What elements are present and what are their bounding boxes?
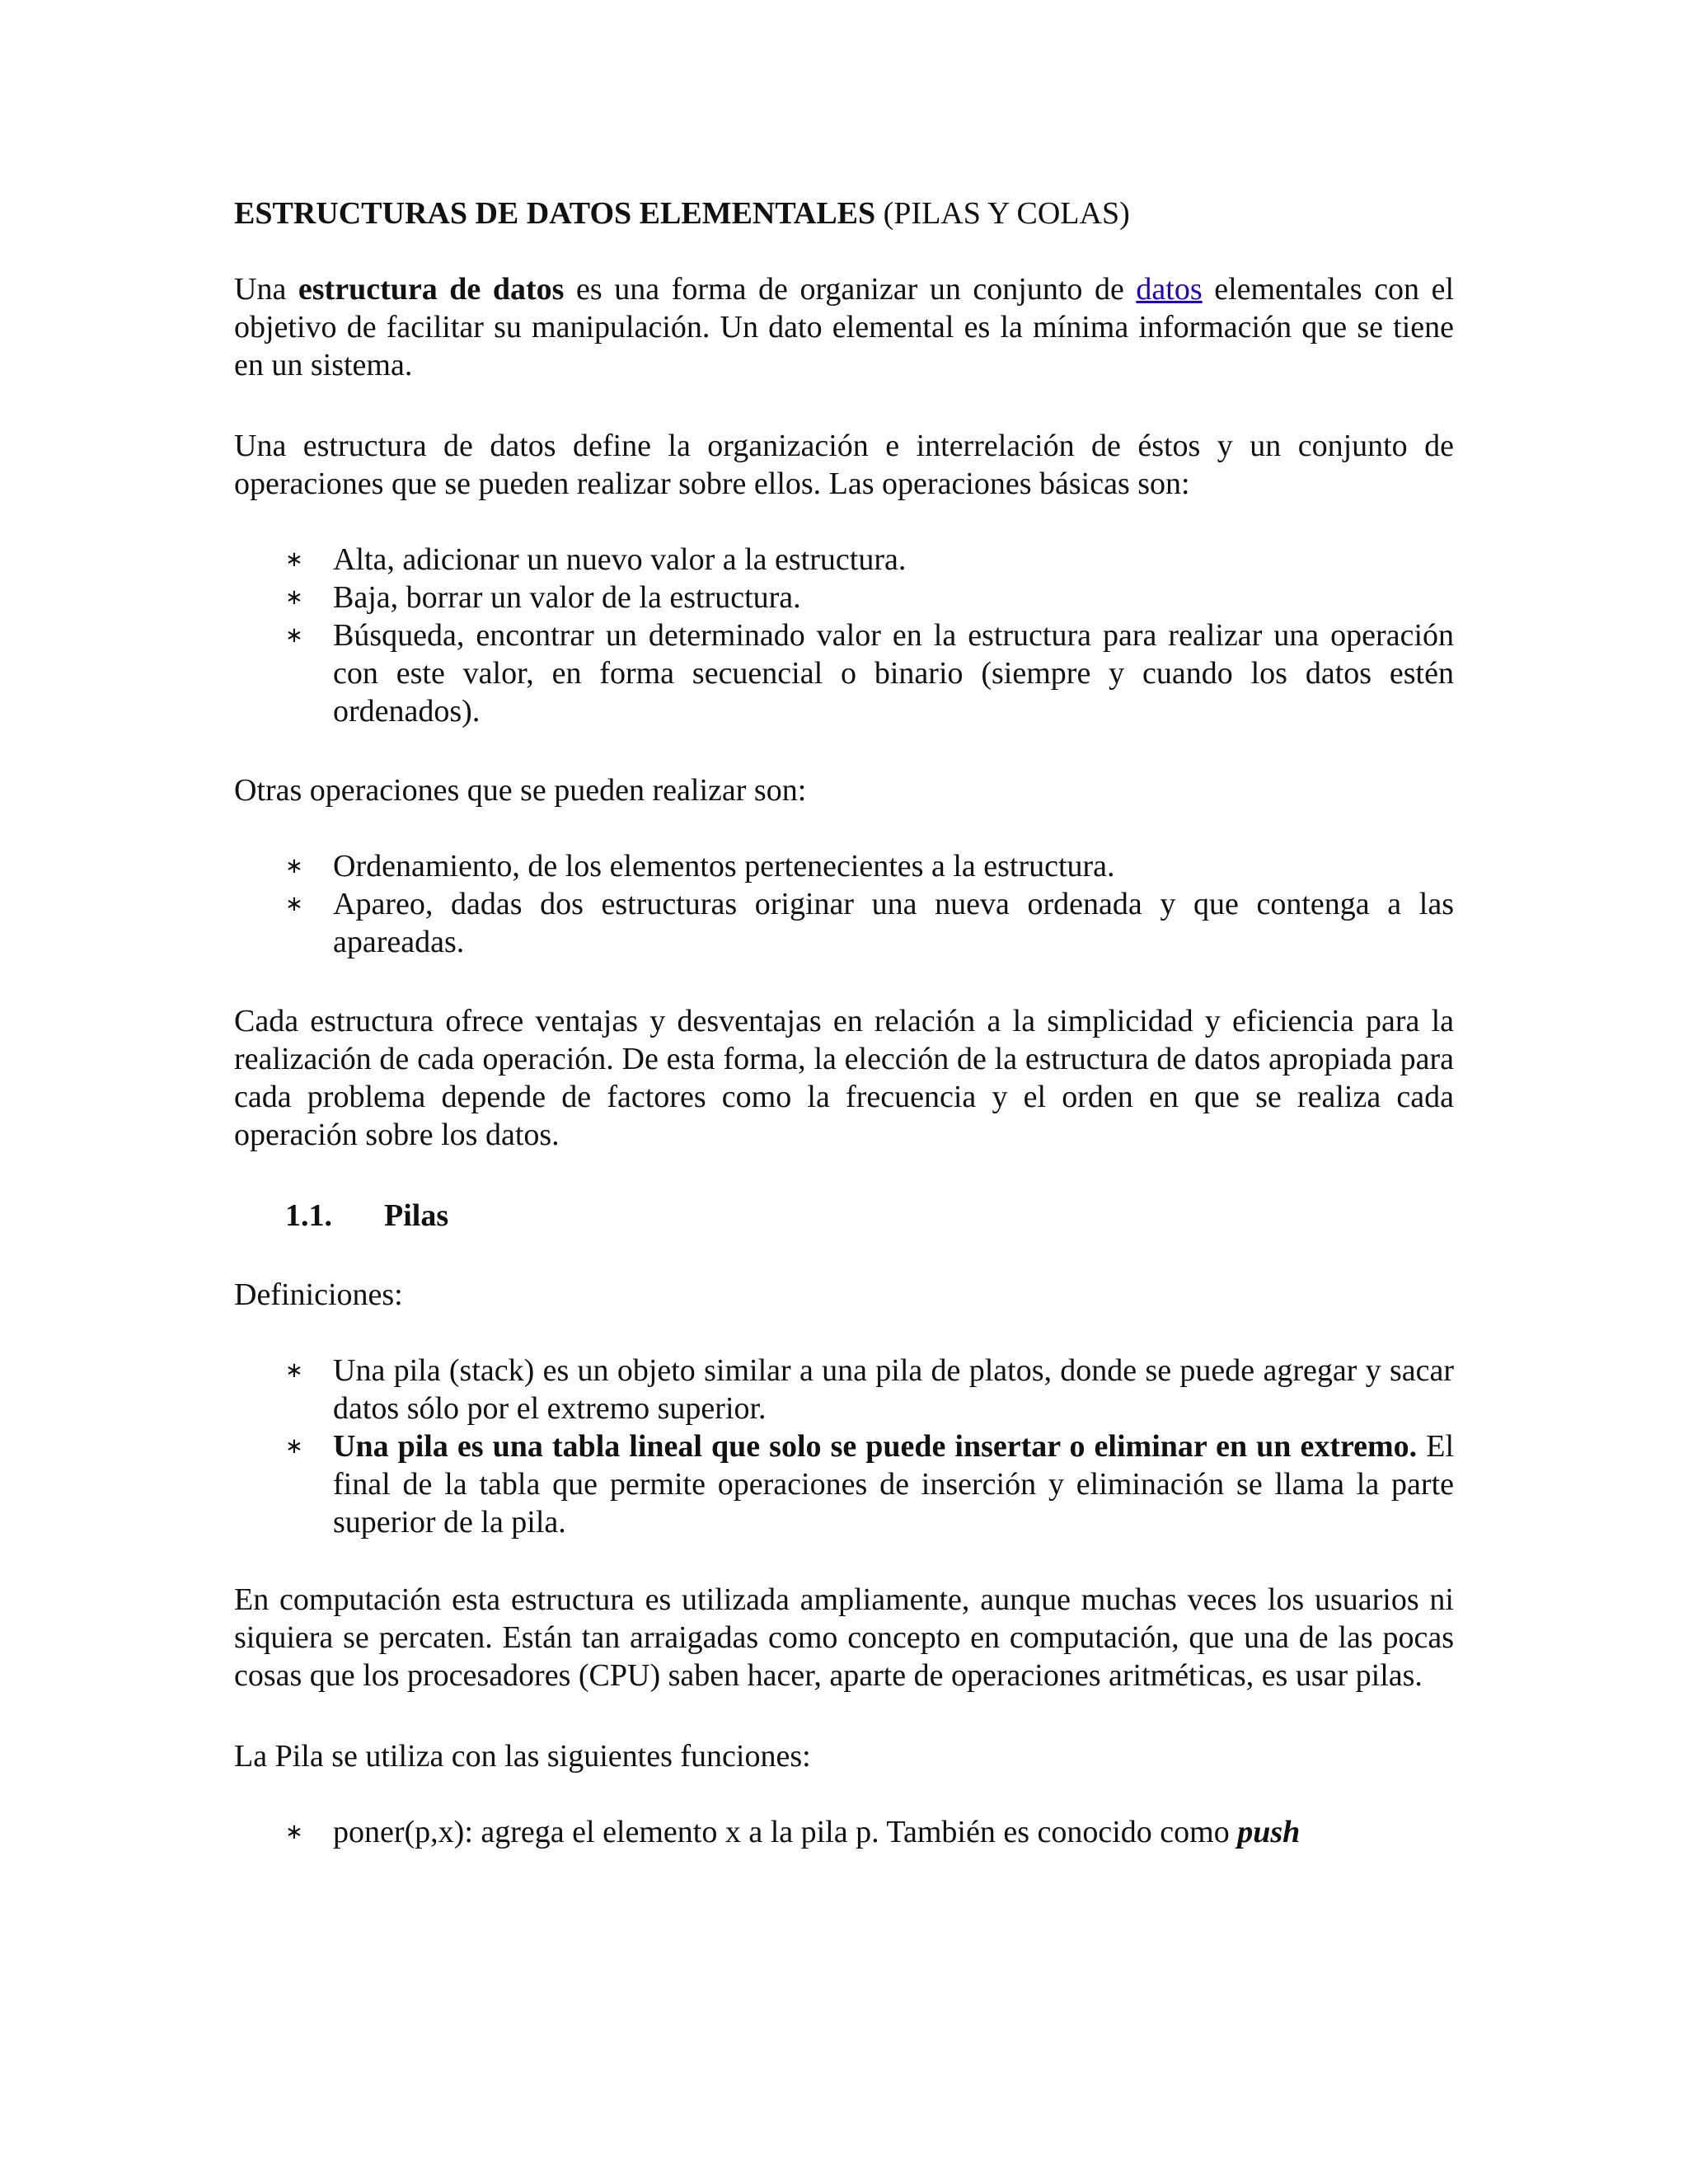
list-item	[234, 885, 1454, 961]
title-main: ESTRUCTURAS DE DATOS ELEMENTALES	[234, 196, 876, 231]
list-item-text: Ordenamiento, de los elementos pertenecientes a la estructura.	[333, 849, 1115, 883]
datos-link[interactable]: datos	[1136, 272, 1203, 307]
list-item-text: Una pila (stack) es un objeto similar a una pila de platos, donde se puede agregar y sacar datos sólo por el extremo superior.	[333, 1353, 1454, 1426]
list-item	[234, 616, 1454, 730]
basic-operations-list	[234, 541, 1454, 730]
list-item	[234, 1352, 1454, 1427]
section-title: Pilas	[384, 1198, 449, 1233]
functions-intro: La Pila se utiliza con las siguientes funciones:	[234, 1739, 811, 1774]
other-operations-intro: Otras operaciones que se pueden realizar son:	[234, 773, 807, 808]
page-content	[234, 194, 1454, 1892]
intro-suffix: elementales con el objetivo de facilitar su manipulación. Un dato elemental es la mínima información que se tiene en un sistema.	[234, 272, 1454, 382]
list-item	[234, 1813, 1454, 1851]
bullet-icon: ∗	[285, 1358, 303, 1383]
functions-list	[234, 1813, 1454, 1851]
advantages-paragraph: Cada estructura ofrece ventajas y desventajas en relación a la simplicidad y eficiencia para la realización de cada operación. De esta forma, la elección de la estructura de datos apropiada para cada problema depende de factores como la frecuencia y el orden en que se realiza cada operación sobre los datos.	[234, 1004, 1454, 1152]
bullet-icon: ∗	[285, 1820, 303, 1844]
section-heading	[285, 1197, 1454, 1235]
intro-bold-term: estructura de datos	[298, 272, 565, 307]
section-number: 1.1.	[285, 1198, 332, 1233]
operations-intro-paragraph: Una estructura de datos define la organización e interrelación de éstos y un conjunto de operaciones que se pueden realizar sobre ellos. Las operaciones básicas son:	[234, 429, 1454, 501]
bullet-icon: ∗	[285, 585, 303, 610]
other-operations-list	[234, 847, 1454, 961]
list-item-text: Alta, adicionar un nuevo valor a la estructura.	[333, 542, 907, 577]
title-subtitle: (PILAS Y COLAS)	[883, 196, 1130, 231]
list-item-text: Apareo, dadas dos estructuras originar una nueva ordenada y que contenga a las apareadas.	[333, 887, 1454, 959]
bullet-icon: ∗	[285, 854, 303, 879]
function-text: poner(p,x): agrega el elemento x a la pila p. También es conocido como	[333, 1815, 1238, 1849]
definition-bold-text: Una pila es una tabla lineal que solo se puede insertar o eliminar en un extremo.	[333, 1429, 1418, 1464]
intro-middle: es una forma de organizar un conjunto de	[564, 272, 1137, 307]
document-title	[234, 194, 1454, 232]
definitions-label: Definiciones:	[234, 1277, 403, 1312]
list-item	[234, 579, 1454, 616]
list-item-text: Baja, borrar un valor de la estructura.	[333, 580, 801, 615]
list-item	[234, 847, 1454, 885]
bullet-icon: ∗	[285, 623, 303, 648]
definitions-list	[234, 1352, 1454, 1541]
bullet-icon: ∗	[285, 1434, 303, 1459]
intro-paragraph	[234, 270, 1454, 384]
bullet-icon: ∗	[285, 547, 303, 572]
list-item-text: Búsqueda, encontrar un determinado valor en la estructura para realizar una operación con este valor, en forma secuencial o binario (siempre y cuando los datos estén ordenados).	[333, 618, 1454, 729]
bullet-icon: ∗	[285, 892, 303, 916]
list-item	[234, 1427, 1454, 1541]
computing-paragraph: En computación esta estructura es utilizada ampliamente, aunque muchas veces los usuarios ni siquiera se percaten. Están tan arraigadas como concepto en computación, que una de las pocas cosas que los procesadores (CPU) saben hacer, aparte de operaciones aritméticas, es usar pilas.	[234, 1582, 1454, 1693]
intro-prefix: Una	[234, 272, 298, 307]
list-item	[234, 541, 1454, 579]
definition-rest-text: El final de la tabla que permite operaciones de inserción y eliminación se llama la parte superior de la pila.	[333, 1429, 1454, 1540]
push-keyword: push	[1237, 1815, 1301, 1849]
